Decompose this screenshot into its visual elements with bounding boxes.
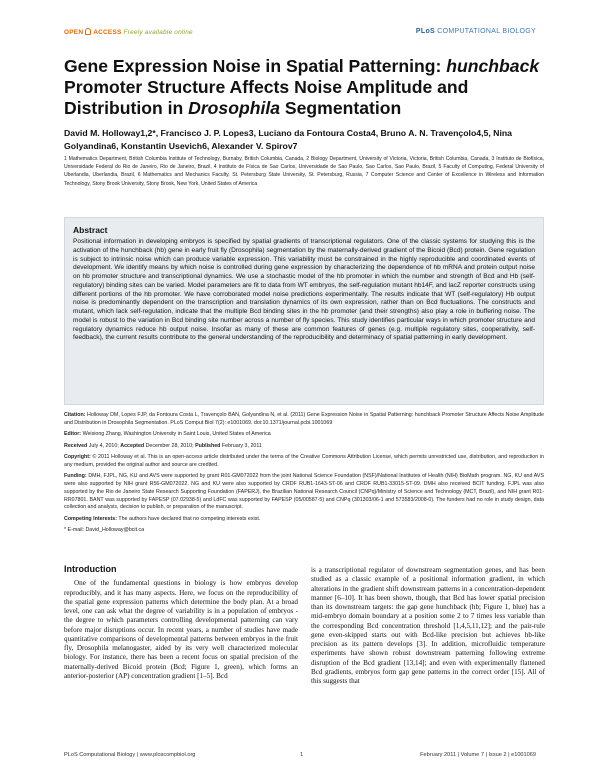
abstract-text: Positional information in developing embryos is specified by spatial gradients of transcriptional regulators. One of the classic systems for studying this is the activation of the hunchback (hb) gene in early fruit fly (Drosophila) segmentation by the maternally-derived gradient of the Bicoid (Bcd) protein. Gene regulation is subject to intrinsic noise which can produce variable expression. This variability must be constrained in the highly reproducible and coordinated events of development. We identify means by which noise is controlled during gene expression by characterizing the dependence of hb mRNA and protein output noise on hb promoter structure and transcriptional dynamics. We use a stochastic model of the hb promoter in which the number and strength of Bcd and Hb (self-regulatory) binding sites can be varied. Model parameters are fit to data from WT embryos, the self-regulation mutant hb14F, and lacZ reporter constructs using different portions of the hb promoter. We have corroborated model noise predictions experimentally. The results indicate that WT (self-regulatory) Hb output noise is predominantly dependent on the transcription and translation dynamics of its own expression, rather than on Bcd fluctuations. The constructs and mutant, which lack self-regulation, indicate that the multiple Bcd binding sites in the hb promoter (and their strengths) also play a role in buffering noise. The model is robust to the variation in Bcd binding site number across a number of fly species. This study identifies particular ways in which promoter structure and regulatory dynamics reduce hb output noise. Insofar as many of these are common features of genes (e.g. multiple regulatory sites, cooperativity, self-feedback), the current results contribute to the general understanding of the reproducibility and determinacy of spatial patterning in early development.: [73, 238, 535, 342]
title-gene-name: hunchback: [446, 56, 540, 76]
abstract-heading: Abstract: [73, 225, 108, 235]
corresponding-email: * E-mail: David_Holloway@bcit.ca: [64, 527, 145, 534]
title-organism: Drosophila: [188, 98, 281, 118]
affiliations: 1 Mathematics Department, British Columbia Institute of Technology, Burnaby, British Columbia, Canada, 2 Biology Department, University of Victoria, Victoria, British Columbia, Canada, 3 Instituto de Biofísica, Universidade Federal do Rio de Janeiro, Rio de Janeiro, Brazil, 4 Instituto de Física de Sao Carlos, Universidade de Sao Paulo, Sao Carlos, Sao Paulo, Brazil, 5 Faculty of Computing, Federal University of Uberlandia, Uberlandia, Brazil, 6 Mathematics and Mechanics Faculty, St. Petersburg State University, St. Petersburg, Russia, 7 Computer Science and Center of Excellence in Wireless and Information Technology, Stony Brook University, Stony Brook, New York, United States of America: [64, 156, 544, 187]
journal-logo-plos: PLoS: [415, 28, 435, 35]
article-title: [64, 56, 544, 119]
body-column-left: [64, 565, 298, 681]
competing-interests: Competing Interests: The authors have declared that no competing interests exist.: [64, 515, 261, 522]
body-column-right: [311, 566, 545, 686]
funding: Funding: DMH, FJPL, NG, KU and AVS were supported by grant R01-GM072022 from the joint National Science Foundation (NSF)/National Institutes of Health (NIH) BioMath program. NG, KU and AVS were also supported by NIH grant R56-GM072022. NG and KU were also supported by CRDF RUB1-1643-ST-06 and CRDF RUB1-33015-ST-09. DMH also received BCIT funding. FJPL was also supported by the Rio de Janeiro State Research Supporting Foundation (FAPERJ), the Brazilian National Research Council (CNPq)/Ministry of Science and Technology (MCT, Brazil), and NIH grant R01-RR07801. BANT was supported by FAPESP (07.02938-5) and LdFC was supported by FAPESP (05/00587-5) and CNPq (301303/06-1 and 573583/2008-0). The funders had no role in study design, data collection and analysis, decision to publish, or preparation of the manuscript.: [64, 473, 544, 511]
introduction-heading: Introduction: [64, 564, 117, 574]
citation: Citation: Holloway DM, Lopes FJP, da Fontoura Costa L, Travençolo BAN, Golyandina N, et al. (2011) Gene Expression Noise in Spatial Patterning: hunchback Promoter Structure Affects Noise Amplitude and Distribution in Drosophila Segmentation. PLoS Comput Biol 7(2): e1001069. doi:10.1371/journal.pcbi.1001069: [64, 412, 544, 426]
footer-journal: PLoS Computational Biology | www.ploscompbiol.org: [64, 752, 196, 758]
abstract-box: [64, 217, 544, 405]
open-access-word-open: OPEN: [64, 29, 84, 36]
open-lock-icon: [85, 28, 91, 35]
page-number: 1: [300, 752, 304, 758]
open-access-word-access: ACCESS: [93, 29, 122, 36]
freely-available-label: Freely available online: [123, 29, 193, 36]
paragraph: One of the fundamental questions in biology is how embryos develop reproducibly, and it has many aspects. Here, we focus on the reproducibility of the spatial gene expression patterns which determine the body plan. At a broad level, one can ask what the degree of variability is in a population of embryos - the degree to which parameters controlling developmental patterning can vary before major disruptions occur. In recent years, a number of studies have made quantitative comparisons of developmental patterns between embryos in the fruit fly, Drosophila melanogaster, aided by its very well characterized molecular biology. For instance, there has been a recent focus on spatial precision of the maternally-derived Bicoid protein (Bcd; Figure 1, green), which forms an anterior-posterior (AP) concentration gradient [1–5]. Bcd: [64, 579, 298, 680]
journal-logo-name: COMPUTATIONAL BIOLOGY: [437, 28, 536, 35]
journal-header: [64, 28, 536, 42]
dates: Received July 4, 2010; Accepted December 28, 2010; Published February 3, 2011: [64, 442, 262, 449]
title-line-3: Distribution in Drosophila Segmentation: [64, 98, 402, 118]
author-list: David M. Holloway1,2*, Francisco J. P. Lopes3, Luciano da Fontoura Costa4, Bruno A. N. Travençolo4,5, Nina Golyandina6, Konstantin Usevich6, Alexander V. Spirov7: [64, 128, 512, 151]
open-access-banner: [64, 28, 193, 36]
paragraph: is a transcriptional regulator of downstream segmentation genes, and has been studied as a classic example of a positional information gradient, in which alterations in the gradient shift downstream patterns in a concentration-dependent manner [6–10]. It has been shown, though, that Bcd has lower spatial precision than its downstream targets: the gap gene hunchback (hb; Figure 1, blue) has a mid-embryo domain boundary at a position some 2 to 7 times less variable than the corresponding Bcd concentration threshold [1,4,5,11,12]; and the pair-rule gene even-skipped starts out with Bcd-like precision but achieves hb-like precision as its pattern develops [3]. In addition, microfluidic temperature experiments have shown robust downstream patterning following extreme disruption of the Bcd gradient [13,14]; and even with experimentally flattened Bcd gradients, embryos form gap gene patterns in the correct order [15]. All of this suggests that: [311, 566, 545, 685]
title-line-1: Gene Expression Noise in Spatial Patterning: hunchback: [64, 56, 540, 76]
journal-logo: [416, 28, 536, 35]
editor: Editor: Weixiong Zhang, Washington University in Saint Louis, United States of America: [64, 431, 271, 438]
title-line-2: Promoter Structure Affects Noise Amplitude and: [64, 77, 469, 97]
copyright: Copyright: © 2011 Holloway et al. This is an open-access article distributed under the terms of the Creative Commons Attribution License, which permits unrestricted use, distribution, and reproduction in any medium, provided the original author and source are credited.: [64, 453, 544, 468]
page-footer: [64, 752, 536, 762]
article-metadata: [64, 412, 544, 539]
footer-issue: February 2011 | Volume 7 | Issue 2 | e1001069: [420, 752, 536, 758]
